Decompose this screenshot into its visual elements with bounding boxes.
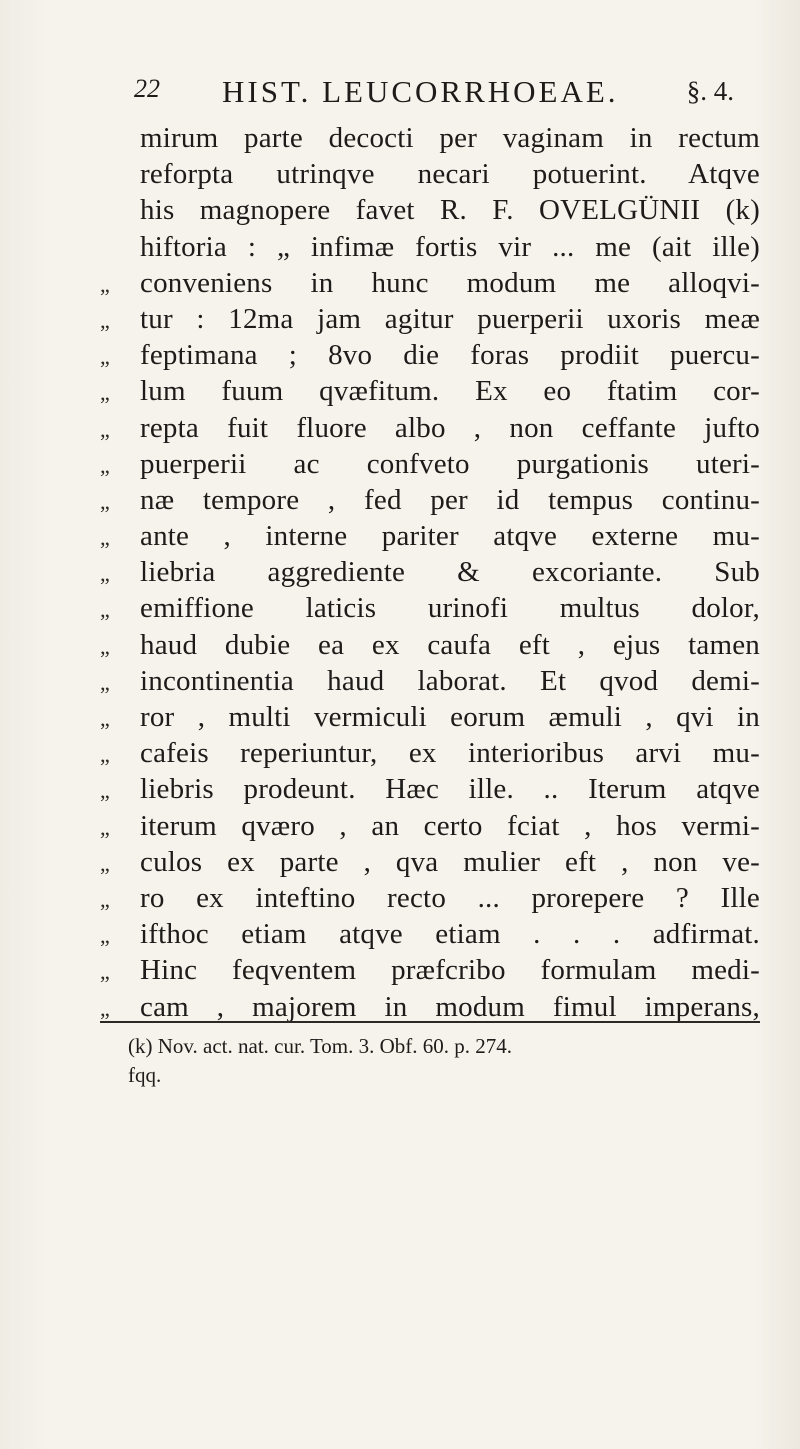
line-text: cafeis reperiuntur, ex interioribus arvi mu- xyxy=(140,737,760,770)
quotation-mark: „ xyxy=(100,416,110,442)
text-line xyxy=(100,701,760,737)
quotation-mark: „ xyxy=(100,488,110,514)
line-text: feptimana ; 8vo die foras prodiit puercu- xyxy=(140,339,760,372)
quotation-mark: „ xyxy=(100,344,110,370)
quotation-mark: „ xyxy=(100,742,110,768)
text-line xyxy=(100,665,760,701)
footnote-line: (k) Nov. act. nat. cur. Tom. 3. Obf. 60. p. 274. xyxy=(128,1034,513,1058)
text-line xyxy=(100,954,760,990)
text-line xyxy=(100,737,760,773)
line-text: Hinc feqventem præfcribo formulam medi- xyxy=(140,954,760,987)
quotation-mark: „ xyxy=(100,561,110,587)
text-line xyxy=(100,375,760,411)
text-line xyxy=(100,556,760,592)
line-text: haud dubie ea ex caufa eft , ejus tamen xyxy=(140,628,760,661)
quotation-mark: „ xyxy=(100,959,110,985)
footnote-rule xyxy=(100,1021,760,1023)
line-text: liebris prodeunt. Hæc ille. .. Iterum atqve xyxy=(140,773,760,806)
quotation-mark: „ xyxy=(100,850,110,876)
line-text: ante , interne pariter atqve externe mu- xyxy=(140,520,760,553)
text-line xyxy=(100,592,760,628)
quotation-mark: „ xyxy=(100,597,110,623)
text-line xyxy=(100,194,760,230)
line-text: hiftoria : „ infimæ fortis vir ... me (ait ille) xyxy=(140,230,760,263)
text-line xyxy=(100,520,760,556)
quotation-mark: „ xyxy=(100,886,110,912)
running-title: HIST. LEUCORRHOEAE. xyxy=(222,74,619,109)
line-text: conveniens in hunc modum me alloqvi- xyxy=(140,266,760,299)
quotation-mark: „ xyxy=(100,814,110,840)
section-number: §. 4. xyxy=(686,76,734,106)
footnote-line: fqq. xyxy=(128,1063,162,1087)
text-line xyxy=(100,629,760,665)
line-text: lum fuum qvæfitum. Ex eo ftatim cor- xyxy=(140,375,760,408)
text-line xyxy=(100,810,760,846)
text-line xyxy=(100,339,760,375)
line-text: reforpta utrinqve necari potuerint. Atqve xyxy=(140,158,760,191)
text-line xyxy=(100,846,760,882)
line-text: ro ex inteftino recto ... prorepere ? Ille xyxy=(140,881,760,914)
line-text: emiffione laticis urinofi multus dolor, xyxy=(140,592,760,625)
quotation-mark: „ xyxy=(100,995,110,1021)
line-text: tur : 12ma jam agitur puerperii uxoris meæ xyxy=(140,302,760,335)
line-text: næ tempore , fed per id tempus continu- xyxy=(140,483,760,516)
quotation-mark: „ xyxy=(100,923,110,949)
line-text: his magnopere favet R. F. OVELGÜNII (k) xyxy=(140,194,760,227)
quotation-mark: „ xyxy=(100,633,110,659)
running-head xyxy=(134,74,734,114)
quotation-mark: „ xyxy=(100,271,110,297)
text-line xyxy=(100,231,760,267)
text-line xyxy=(100,448,760,484)
line-text: mirum parte decocti per vaginam in rectum xyxy=(140,122,760,154)
page-number: 22 xyxy=(134,74,160,103)
quotation-mark: „ xyxy=(100,525,110,551)
quotation-mark: „ xyxy=(100,452,110,478)
line-text: cam , majorem in modum fimul imperans, xyxy=(140,990,760,1023)
quotation-mark: „ xyxy=(100,307,110,333)
text-line xyxy=(100,303,760,339)
text-line xyxy=(100,918,760,954)
text-line xyxy=(100,158,760,194)
line-text: culos ex parte , qva mulier eft , non ve- xyxy=(140,845,760,878)
text-line xyxy=(100,267,760,303)
line-text: repta fuit fluore albo , non ceffante jufto xyxy=(140,411,760,444)
line-text: ifthoc etiam atqve etiam . . . adfirmat. xyxy=(140,918,760,951)
quotation-mark: „ xyxy=(100,669,110,695)
line-text: liebria aggrediente & excoriante. Sub xyxy=(140,556,760,589)
text-line xyxy=(100,412,760,448)
quotation-mark: „ xyxy=(100,778,110,804)
text-line xyxy=(100,882,760,918)
quotation-mark: „ xyxy=(100,380,110,406)
line-text: puerperii ac confveto purgationis uteri- xyxy=(140,447,760,480)
body-text xyxy=(100,122,760,1027)
line-text: ror , multi vermiculi eorum æmuli , qvi in xyxy=(140,701,760,733)
line-text: incontinentia haud laborat. Et qvod demi- xyxy=(140,664,760,697)
quotation-mark: „ xyxy=(100,706,110,731)
footnote xyxy=(128,1032,748,1090)
text-line xyxy=(100,773,760,809)
line-text: iterum qværo , an certo fciat , hos vermi- xyxy=(140,809,760,842)
text-line xyxy=(100,122,760,158)
text-line xyxy=(100,484,760,520)
